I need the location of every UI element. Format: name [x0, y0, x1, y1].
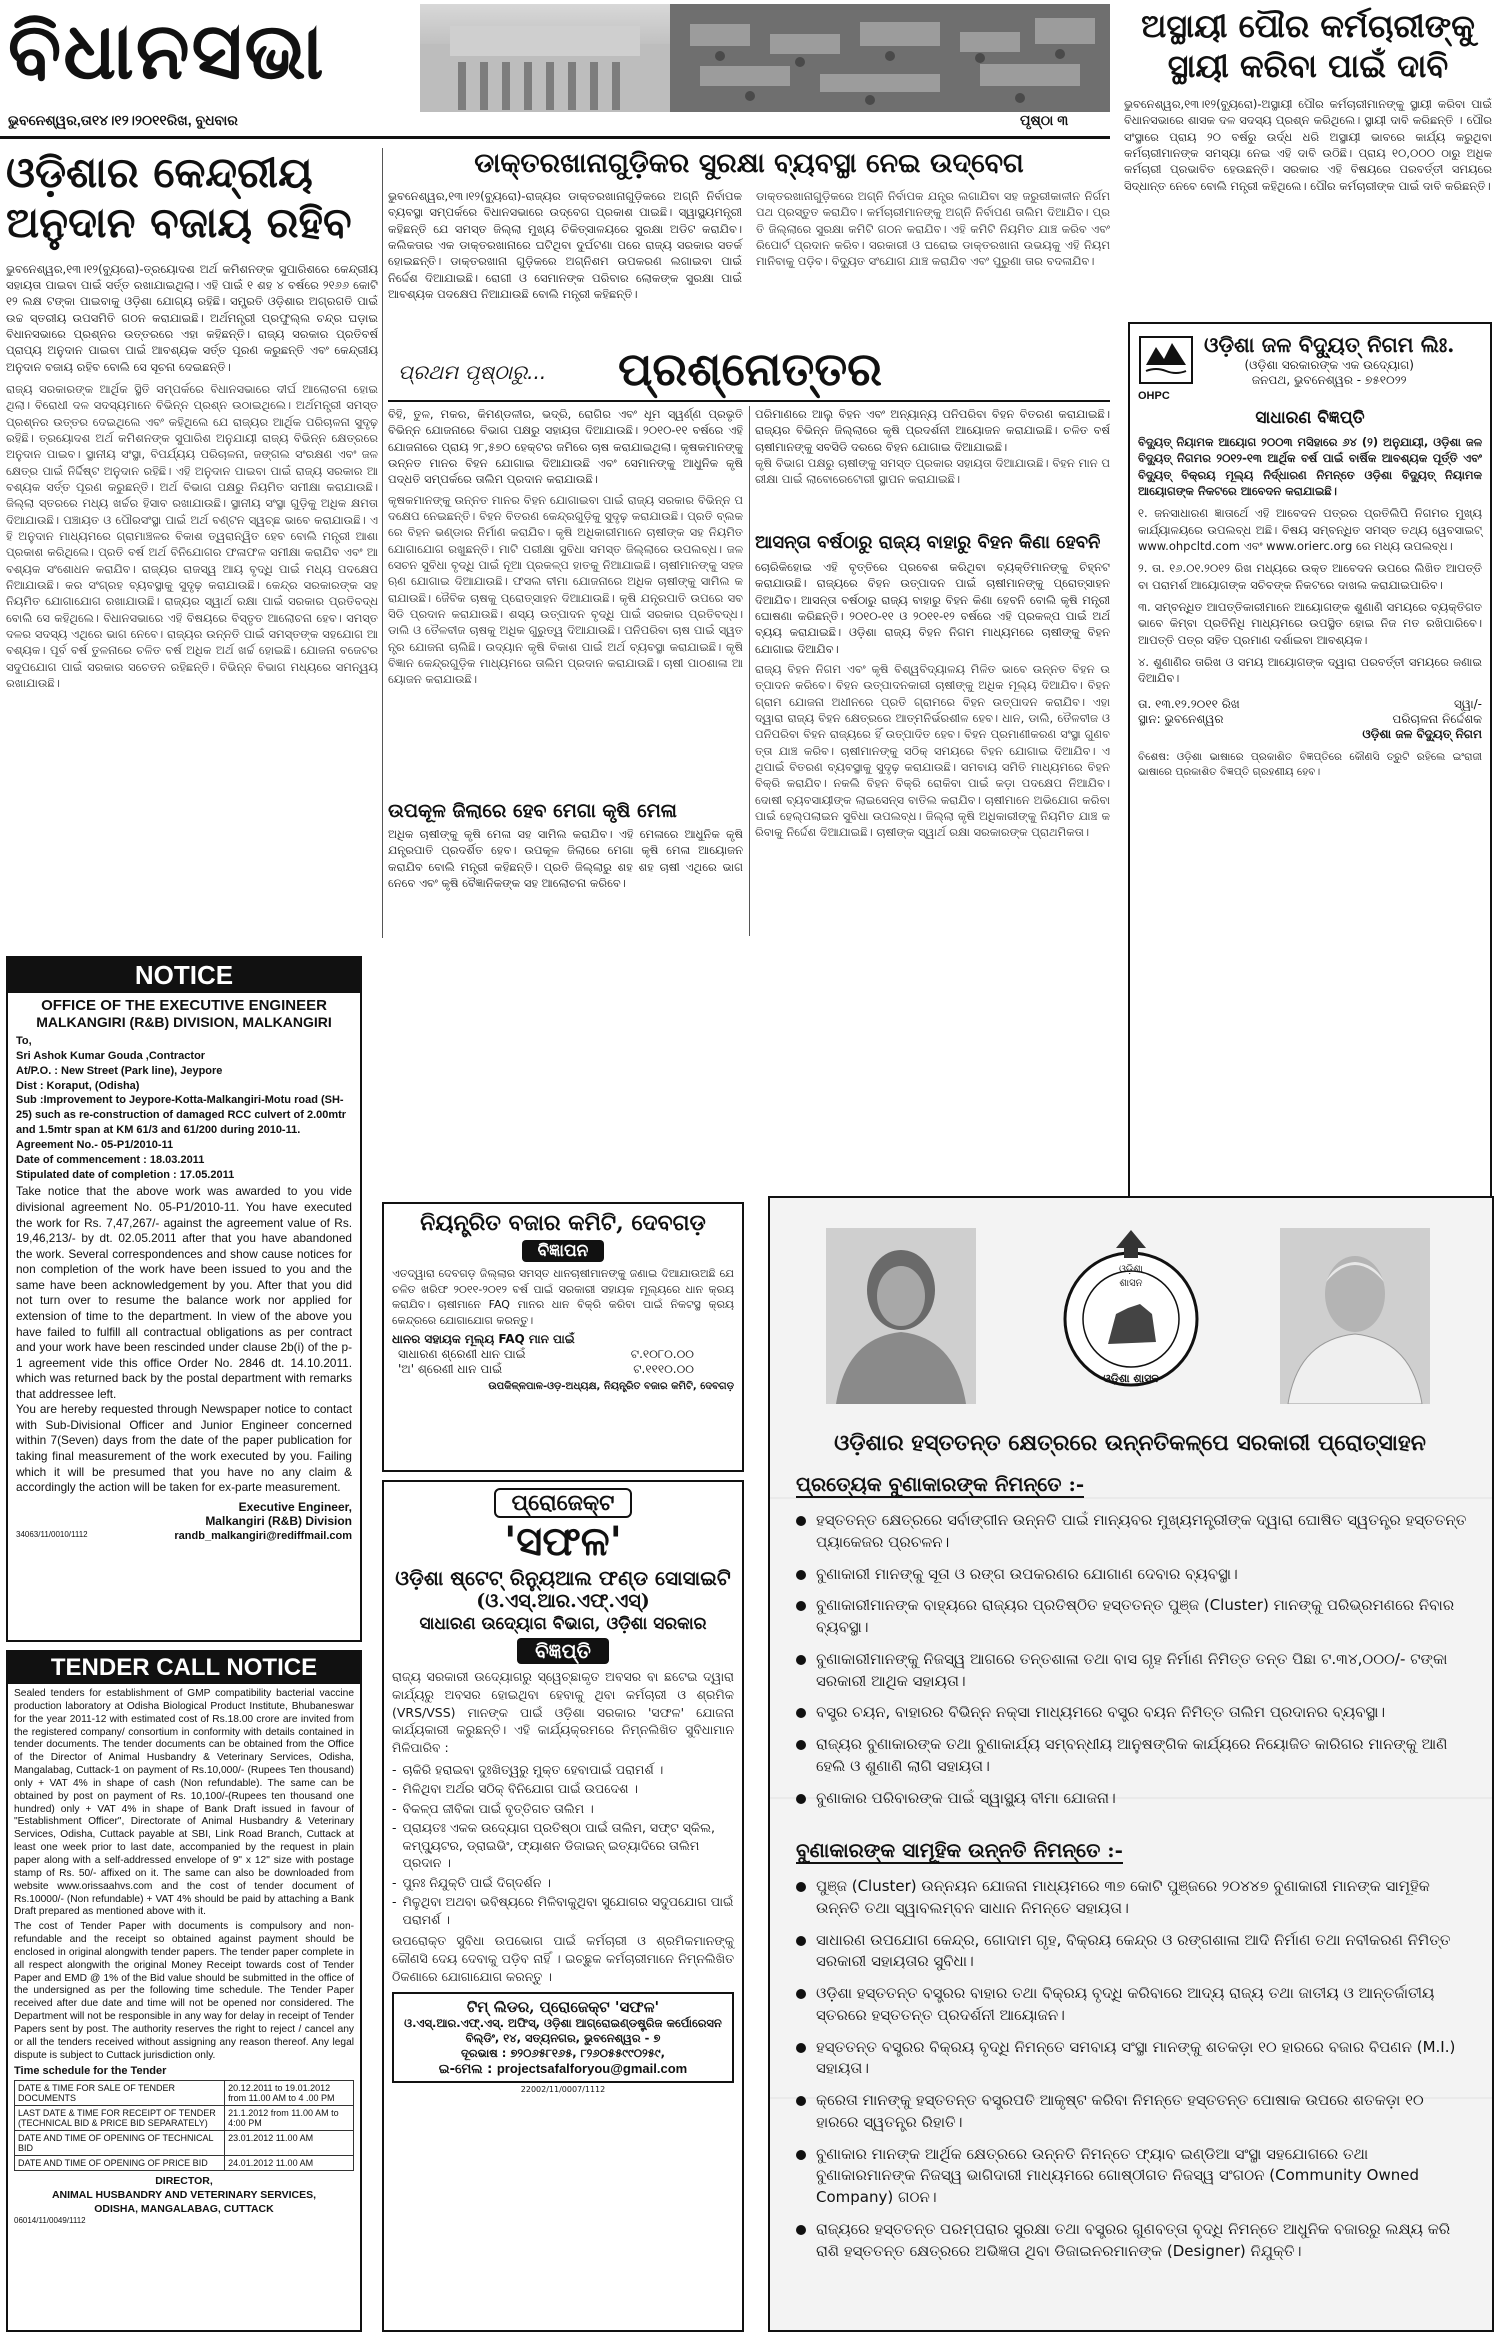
ohpc-date: ତା. ୧୩.୧୨.୨୦୧୧ ରିଖ — [1138, 696, 1240, 711]
seed-story — [755, 532, 1110, 937]
headline: ଡାକ୍ତରଖାନାଗୁଡ଼ିକର ସୁରକ୍ଷା ବ୍ୟବସ୍ଥା ନେଇ ଉଦ୍‌ବେଗ — [474, 148, 1024, 179]
bullet-text: ଓଡ଼ିଶା ହସ୍ତତନ୍ତ ବସ୍ତ୍ରର ବାହାର ତଥା ବିକ୍ରୟ ବୃଦ୍ଧି କରିବାରେ ଆଦ୍ୟ ରାଜ୍ୟ ତଥା ଜାତୀୟ ଓ ଆନ୍ତର୍ଜାତୀୟ ସ୍ତରରେ ହସ୍ତତନ୍ତ ପ୍ରଦର୍ଶନୀ ଆୟୋଜନ। — [816, 1984, 1435, 2024]
qa-kicker: ପ୍ରଥମ ପୃଷ୍ଠାରୁ... — [398, 360, 547, 384]
bullet-text: ବୁଣାକାର ପରିବାରଙ୍କ ପାଇଁ ସ୍ୱାସ୍ଥ୍ୟ ବୀମା ଯୋଜନା। — [816, 1788, 1116, 1807]
project-safal-ad — [382, 1480, 744, 2332]
list-item — [796, 1702, 1470, 1724]
qa-rule — [388, 400, 1110, 402]
list-item — [796, 2144, 1470, 2209]
safal-dept: ସାଧାରଣ ଉଦ୍ୟୋଗ ବିଭାଗ, ଓଡ଼ିଶା ସରକାର — [419, 1614, 707, 1634]
bullet-text: ବୁଣାକାରୀମାନଙ୍କ ବାହ୍ୟରେ ରାଜ୍ୟର ପ୍ରତିଷ୍ଠିତ ହସ୍ତତନ୍ତ ପୁଞ୍ଜ (Cluster) ମାନଙ୍କୁ ପରିଭ୍ରମଣରେ ନିବାର ବ୍ୟବସ୍ଥା। — [816, 1596, 1455, 1636]
table-row — [15, 2156, 354, 2171]
handloom-ad — [768, 1196, 1494, 2332]
price-grade: 'ଅ' ଶ୍ରେଣୀ ଧାନ ପାଇଁ — [398, 1362, 503, 1377]
list-item — [796, 1876, 1470, 1920]
article-body: ଭୁବନେଶ୍ୱର,୧୩।୧୨(ବ୍ୟୁରୋ)-ଅସ୍ଥାୟୀ ପୌର କର୍ମଚାରୀମାନଙ୍କୁ ସ୍ଥାୟୀ କରିବା ପାଇଁ ବିଧାନସଭାରେ ଶାସକ ଦଳ ସଦସ୍ୟ ପ୍ରଶ୍ନ କରିଥିଲେ। ସ୍ଥାୟୀ ଦାବି କରିଛନ୍ତି । ପୌର ସଂସ୍ଥାରେ ପ୍ରାୟ ୨୦ ବର୍ଷରୁ ଉର୍ଦ୍ଧ ଧରି ଅସ୍ଥାୟୀ ଭାବରେ କାର୍ଯ୍ୟ କରୁଥିବା କର୍ମଚାରୀମାନଙ୍କ ସମସ୍ୟା ନେଇ ଏହି ଦାବି ଉଠିଛି। ପ୍ରାୟ ୧୦,୦୦୦ ଠାରୁ ଅଧିକ କର୍ମଚାରୀ ପ୍ରଭାବିତ ହେଉଛନ୍ତି। ସରକାର ଏହି ବିଷୟରେ ପରବର୍ତ୍ତୀ ସମୟରେ ସିଦ୍ଧାନ୍ତ ନେବେ ବୋଲି ମନ୍ତ୍ରୀ କହିଥିଲେ। ପୌର କର୍ମଚାରୀଙ୍କ ପାଇଁ ଦାବି କରିଛନ୍ତି। — [1124, 97, 1492, 193]
bullet-text: ବୁଣାକାରୀମାନଙ୍କୁ ନିଜସ୍ୱ ଆଗରେ ତନ୍ତଶାଳା ତଥା ବାସ ଗୃହ ନିର୍ମାଣ ନିମିତ୍ତ ତନ୍ତ ପିଛା ଟ.୩୪,୦୦୦/- ଟଙ୍କା ସରକାରୀ ଆଥିକ ସହାୟତା। — [816, 1649, 1448, 1690]
bullet-text: କ୍ରେତା ମାନଙ୍କୁ ହସ୍ତତନ୍ତ ବସ୍ତ୍ରପତି ଆକୃଷ୍ଟ କରିବା ନିମନ୍ତେ ହସ୍ତତନ୍ତ ପୋଷାକ ଉପରେ ଶତକଡ଼ା ୧୦ ହାରରେ ସ୍ୱତନ୍ତ୍ର ରିହାତି। — [816, 2091, 1424, 2131]
handloom-section-1 — [796, 1472, 1470, 1819]
handloom-section-2 — [796, 1838, 1470, 2272]
article-body-continued: କୃଷକମାନଙ୍କୁ ଉନ୍ନତ ମାନର ବିହନ ଯୋଗାଇବା ପାଇଁ ରାଜ୍ୟ ସରକାର ବିଭିନ୍ନ ପଦକ୍ଷେପ ନେଇଛନ୍ତି। ବିହନ ବିତରଣ କେନ୍ଦ୍ରଗୁଡ଼ିକୁ ସୁଦୃଢ଼ କରାଯାଉଛି। ପ୍ରତି ବ୍ଲକରେ ବିହନ ଭଣ୍ଡାର ନିର୍ମାଣ କରାଯିବ। କୃଷି ଅଧିକାରୀମାନେ ଚାଷୀଙ୍କ ସହ ନିୟମିତ ଯୋଗାଯୋଗ ରଖୁଛନ୍ତି। ମାଟି ପରୀକ୍ଷା ସୁବିଧା ସମସ୍ତ ଜିଲ୍ଲାରେ ଉପଲବ୍ଧ। ଜଳସେଚନ ସୁବିଧା ବୃଦ୍ଧି ପାଇଁ ନୂଆ ପ୍ରକଳ୍ପ ହାତକୁ ନିଆଯାଇଛି। ଚାଷୀମାନଙ୍କୁ ସହଜ ଋଣ ଯୋଗାଇ ଦିଆଯାଉଛି। ଫସଲ ବୀମା ଯୋଜନାରେ ଅଧିକ ଚାଷୀଙ୍କୁ ସାମିଲ କରାଯାଉଛି। ଜୈବିକ ଚାଷକୁ ପ୍ରୋତ୍ସାହନ ଦିଆଯାଉଛି। କୃଷି ଯନ୍ତ୍ରପାତି ଉପରେ ସବସିଡି ପ୍ରଦାନ କରାଯାଉଛି। ଶସ୍ୟ ଉତ୍ପାଦନ ବୃଦ୍ଧି ପାଇଁ ସରକାର ପ୍ରତିବଦ୍ଧ। ଡାଲି ଓ ତୈଳବୀଜ ଚାଷକୁ ଅଧିକ ଗୁରୁତ୍ୱ ଦିଆଯାଉଛି। ପନିପରିବା ଚାଷ ପାଇଁ ସ୍ୱତନ୍ତ୍ର ଯୋଜନା ଚାଲିଛି। ଉଦ୍ୟାନ କୃଷି ବିକାଶ ପାଇଁ ଅର୍ଥ ବ୍ୟବସ୍ଥା କରାଯାଇଛି। କୃଷି ବିଜ୍ଞାନ କେନ୍ଦ୍ରଗୁଡ଼ିକ ମାଧ୍ୟମରେ ତାଲିମ ପ୍ରଦାନ କରାଯାଉଛି। ଚାଷୀ ପାଠଶାଳା ଆୟୋଜନ କରାଯାଉଛି। — [388, 492, 743, 687]
page-number: ପୃଷ୍ଠା ୩ — [1020, 112, 1069, 128]
ohpc-notice-title: ସାଧାରଣ ବିଜ୍ଞପ୍ତି — [1255, 408, 1365, 428]
market-footer: ଉପକିଳ୍ଳପାଳ-ଓଡ଼-ଅଧ୍ୟକ୍ଷ, ନିୟନ୍ତ୍ରିତ ବଜାର କମିଟି, ଦେବଗଡ଼ — [488, 1381, 734, 1393]
bullet-icon — [796, 2096, 806, 2106]
bullet-text: ବସ୍ତ୍ର ଚୟନ, ବାହାରର ବିଭିନ୍ନ ନକ୍ସା ମାଧ୍ୟମରେ ବସ୍ତ୍ର ବୟନ ନିମିତ୍ତ ତାଲିମ ପ୍ରଦାନର ବ୍ୟବସ୍ଥା। — [816, 1703, 1386, 1722]
article-body-continued: ରାଜ୍ୟ ସରକାରଙ୍କ ଆର୍ଥିକ ସ୍ଥିତି ସମ୍ପର୍କରେ ବିଧାନସଭାରେ ଦୀର୍ଘ ଆଲୋଚନା ହୋଇଥିଲା। ବିରୋଧୀ ଦଳ ସଦସ୍ୟମାନେ ବିଭିନ୍ନ ପ୍ରଶ୍ନ ଉଠାଇଥିଲେ। ଅର୍ଥମନ୍ତ୍ରୀ ସମସ୍ତ ପ୍ରଶ୍ନର ଉତ୍ତର ଦେଇଥିଲେ ଏବଂ କହିଥିଲେ ଯେ ରାଜ୍ୟର ଆର୍ଥିକ ପରିଚାଳନା ସୁଦୃଢ଼ ରହିଛି। ତ୍ରୟୋଦଶ ଅର୍ଥ କମିଶନଙ୍କ ସୁପାରିଶ ଅନୁଯାୟୀ ରାଜ୍ୟ ବିଭିନ୍ନ କ୍ଷେତ୍ରରେ ଅନୁଦାନ ପାଇବ। ସ୍ଥାନୀୟ ସଂସ୍ଥା, ବିପର୍ଯ୍ୟୟ ପରିଚାଳନା, ଜଙ୍ଗଲ ସଂରକ୍ଷଣ ଏବଂ ଜଳ କ୍ଷେତ୍ର ପାଇଁ ନିର୍ଦ୍ଦିଷ୍ଟ ଅନୁଦାନ ରହିଛି। ଏହି ଅନୁଦାନ ପାଇବା ପାଇଁ ରାଜ୍ୟ ସରକାର ଆବଶ୍ୟକ ସର୍ତ୍ତ ପୂରଣ କରୁଛନ୍ତି। ଅର୍ଥ ବିଭାଗ ପକ୍ଷରୁ ନିୟମିତ ସମୀକ୍ଷା କରାଯାଉଛି। ଜିଲ୍ଲା ସ୍ତରରେ ମଧ୍ୟ ଖର୍ଚ୍ଚର ହିସାବ ରଖାଯାଉଛି। ସ୍ଥାନୀୟ ସଂସ୍ଥା ଗୁଡ଼ିକୁ ଅଧିକ କ୍ଷମତା ଦିଆଯାଉଛି। ପଞ୍ଚାୟତ ଓ ପୌରସଂସ୍ଥା ପାଇଁ ଅର୍ଥ ବଣ୍ଟନ ସ୍ୱଚ୍ଛ ଭାବେ କରାଯାଉଛି। ଏହି ଅନୁଦାନ ମାଧ୍ୟମରେ ଗ୍ରାମାଞ୍ଚଳର ବିକାଶ ତ୍ୱରାନ୍ୱିତ ହେବ ବୋଲି ମନ୍ତ୍ରୀ ଆଶା ପ୍ରକାଶ କରିଥିଲେ। ପ୍ରତି ବର୍ଷ ଅର୍ଥ ବିନିଯୋଗର ଫଳାଫଳ ସମୀକ୍ଷା କରାଯିବ ଏବଂ ଆବଶ୍ୟକ ସଂଶୋଧନ କରାଯିବ। ରାଜ୍ୟର ରାଜସ୍ୱ ଆୟ ବୃଦ୍ଧି ପାଇଁ ମଧ୍ୟ ପଦକ୍ଷେପ ନିଆଯାଉଛି। କର ସଂଗ୍ରହ ବ୍ୟବସ୍ଥାକୁ ସୁଦୃଢ଼ କରାଯାଉଛି। କେନ୍ଦ୍ର ସରକାରଙ୍କ ସହ ନିୟମିତ ଯୋଗାଯୋଗ ରଖାଯାଉଛି। ରାଜ୍ୟର ସ୍ୱାର୍ଥ ରକ୍ଷା ପାଇଁ ସରକାର ପ୍ରତିବଦ୍ଧ ବୋଲି ସେ କହିଥିଲେ। ବିଧାନସଭାରେ ଏହି ବିଷୟରେ ବିସ୍ତୃତ ଆଲୋଚନା ହେବ। ସମସ୍ତ ଦଳର ସଦସ୍ୟ ଏଥିରେ ଭାଗ ନେବେ। ରାଜ୍ୟର ଉନ୍ନତି ପାଇଁ ସମସ୍ତଙ୍କ ସହଯୋଗ ଆବଶ୍ୟକ। ପୂର୍ବ ବର୍ଷ ତୁଳନାରେ ଚଳିତ ବର୍ଷ ଅଧିକ ଅର୍ଥ ଖର୍ଚ୍ଚ ହୋଇଛି। ଯୋଜନା ବଜେଟର ସଦୁପଯୋଗ ପାଇଁ ସରକାର ସଚେତନ ରହିଛନ୍ତି। ବିଭିନ୍ନ ବିଭାଗ ମଧ୍ୟରେ ସମନ୍ୱୟ ରଖାଯାଉଛି। — [6, 382, 378, 690]
list-item — [796, 1510, 1470, 1554]
ohpc-place: ସ୍ଥାନ: ଭୁବନେଶ୍ୱର — [1138, 711, 1224, 726]
headline: ଅନୁଦାନ ବଜାୟ ରହିବ — [6, 198, 352, 248]
list-item — [796, 1649, 1470, 1693]
bullet-text: ପୁଞ୍ଜ (Cluster) ଉନ୍ନୟନ ଯୋଜନା ମାଧ୍ୟମରେ ୩୭ କୋଟି ପୁଞ୍ଜରେ ୨୦୪୪୭ ବୁଣାକାରୀ ମାନଙ୍କ ସାମୂହିକ ଉନ୍ନତି ତଥା ସ୍ୱାବଲମ୍ବନ ସାଧାନ ନିମନ୍ତେ ସହାୟତା। — [816, 1877, 1430, 1917]
article-body-continued: ଡାକ୍ତରଖାନାଗୁଡ଼ିକରେ ଅଗ୍ନି ନିର୍ବାପକ ଯନ୍ତ୍ର ଲଗାଯିବା ସହ ଜରୁରୀକାଳୀନ ନିର୍ଗମ ପଥ ପ୍ରସ୍ତୁତ କରାଯିବ। କର୍ମଚାରୀମାନଙ୍କୁ ଅଗ୍ନି ନିର୍ବାପଣ ତାଲିମ ଦିଆଯିବ। ପ୍ରତି ଜିଲ୍ଲାରେ ସୁରକ୍ଷା କମିଟି ଗଠନ କରାଯିବ। ଏହି କମିଟି ନିୟମିତ ଯାଞ୍ଚ କରିବ ଏବଂ ରିପୋର୍ଟ ପ୍ରଦାନ କରିବ। ସରକାରୀ ଓ ଘରୋଇ ଡାକ୍ତରଖାନା ଉଭୟକୁ ଏହି ନିୟମ ମାନିବାକୁ ପଡ଼ିବ। ବିଦ୍ୟୁତ ସଂଯୋଗ ଯାଞ୍ଚ କରାଯିବ ଏବଂ ପୁରୁଣା ତାର ବଦଳାଯିବ। — [756, 189, 1110, 269]
list-item — [796, 1734, 1470, 1778]
benefit-text: ମିଳିଥିବା ଅର୍ଥର ସଠିକ୍ ବିନିଯୋଗ ପାଇଁ ଉପଦେଶ । — [402, 1781, 638, 1797]
notice-signatory: Executive Engineer, — [238, 1499, 352, 1514]
tender-body: The cost of Tender Paper with documents is compulsory and non-refundable and the receipt so obtained against payment should be enclosed in original alongwith tender papers. The tender paper complete in all respect alongwith the original Money Receipt towards cost of Tender Paper and EMD @ 1% of the Bid value should be submitted in the office of the undersigned as per the following time schedule. The Tender Paper received after due date and time will not be opened nor considered. The Department will not be responsible in any way for delay in receipt of Tender Papers sent by post. The authority reserves the right to reject / cancel any or all the tenders received without assigning any reason thereof. Any legal dispute is subject to Cuttack jurisdiction only. — [14, 1921, 354, 2061]
article-body: ଭୁବନେଶ୍ୱର,୧୩।୧୨(ବ୍ୟୁରୋ)-ତ୍ରୟୋଦଶ ଅର୍ଥ କମିଶନଙ୍କ ସୁପାରିଶରେ କେନ୍ଦ୍ରୀୟ ସହାୟତା ପାଇବା ପାଇଁ ସର୍ତ୍ତ ରଖାଯାଇଥିଲା। ଏହି ପାଇଁ ୧ ଶହ ୪ ବର୍ଷରେ ୨୧୬୬ କୋଟି ୧୨ ଲକ୍ଷ ଟଙ୍କା ପାଇବାକୁ ଓଡ଼ିଶା ଯୋଗ୍ୟ ରହିଛି। ସମ୍ପ୍ରତି ଓଡ଼ିଶାର ଅଗ୍ରଗତି ପାଇଁ ଉଚ୍ଚ ସ୍ତରୀୟ ଉପସମିତି ଗଠନ କରାଯାଇଛି। ଅର୍ଥମନ୍ତ୍ରୀ ପ୍ରଫୁଲ୍ଲ ଚନ୍ଦ୍ର ଘଡ଼ାଇ ବିଧାନସଭାରେ ପ୍ରଶ୍ନର ଉତ୍ତରରେ ଏହା କହିଛନ୍ତି। ରାଜ୍ୟ ସରକାର ପ୍ରତିବର୍ଷ ପ୍ରାପ୍ୟ ଅନୁଦାନ ପାଇବା ପାଇଁ ଆବଶ୍ୟକ ସର୍ତ୍ତ ପୂରଣ କରୁଛନ୍ତି ଏବଂ କେନ୍ଦ୍ରୀୟ ଅନୁଦାନ ବଜାୟ ରହିବ ବୋଲି ସେ ସୂଚନା ଦେଇଛନ୍ତି। — [6, 261, 378, 374]
lead-story — [6, 148, 378, 948]
bullet-text: ବୁଣାକାରୀ ମାନଙ୍କୁ ସୂତା ଓ ରଙ୍ଗ ଉପକରଣର ଯୋଗାଣ ଦେବାର ବ୍ୟବସ୍ଥା। — [816, 1564, 1238, 1583]
schedule-value: 23.01.2012 11.00 AM — [225, 2131, 354, 2156]
headline: ଓଡ଼ିଶାର କେନ୍ଦ୍ରୀୟ — [6, 148, 313, 197]
bullet-icon — [796, 2150, 806, 2160]
list-item — [796, 2219, 1470, 2263]
bullet-text: ରାଜ୍ୟର ବୁଣାକାରଙ୍କ ତଥା ବୁଣାକାର୍ଯ୍ୟ ସମ୍ବନ୍ଧୀୟ ଆନୁଷଙ୍ଗିକ କାର୍ଯ୍ୟରେ ନିୟୋଜିତ କାରିଗର ମାନଙ୍କୁ ଆଣି ହେଲି ଓ ଶୁଣାଣି ଲାଗି ସହାୟତା। — [816, 1735, 1448, 1775]
notice-heading: NOTICE — [8, 958, 360, 993]
list-item — [392, 1800, 734, 1818]
section-title: ପ୍ରତ୍ୟେକ ବୁଣାକାରଙ୍କ ନିମନ୍ତେ :- — [796, 1472, 1085, 1496]
safal-org: (ଓ.ଏସ୍.ଆର.ଏଫ୍.ଏସ୍) — [476, 1590, 650, 1612]
bullet-text: ବୁଣାକାର ମାନଙ୍କ ଆର୍ଥିକ କ୍ଷେତ୍ରରେ ଉନ୍ନତି ନିମନ୍ତେ ଫ୍ୟାବ ଇଣ୍ଡିଆ ସଂସ୍ଥା ସହଯୋଗରେ ତଥା ବୁଣାକାରମାନଙ୍କ ନିଜସ୍ୱ ଭାଗିଦାରୀ ମାଧ୍ୟମରେ ଗୋଷ୍ଠୀଗତ ନିଜସ୍ୱ ସଂଗଠନ (Community Owned Company) ଗଠନ। — [816, 2144, 1420, 2206]
assembly-photo — [420, 4, 1110, 112]
schedule-label: DATE AND TIME OF OPENING OF TECHNICAL BID — [15, 2131, 225, 2156]
tender-signatory: ODISHA, MANGALABAG, CUTTACK — [94, 2202, 274, 2215]
safal-benefits — [392, 1761, 734, 1929]
notice-address: Dist : Koraput, (Odisha) — [16, 1079, 140, 1092]
benefit-text: ଚାକିରି ହରାଇବା ଦୁଃଖିତ୍ୱରୁ ମୁକ୍ତ ହେବାପାଇଁ ପରାମର୍ଶ । — [402, 1761, 664, 1777]
tender-ref: 06014/11/0049/1112 — [14, 2216, 86, 2226]
tender-notice — [6, 1650, 362, 2332]
top-right-story — [1124, 6, 1492, 306]
market-price-title: ଧାନର ସହାୟକ ମୂଲ୍ୟ FAQ ମାନ ପାଇଁ — [392, 1332, 575, 1347]
dash-icon: - — [392, 1820, 397, 1836]
table-row — [15, 2081, 354, 2106]
tender-schedule-title: Time schedule for the Tender — [14, 2065, 167, 2078]
bullet-text: ହସ୍ତତନ୍ତ ବସ୍ତ୍ରର ବିକ୍ରୟ ବୃଦ୍ଧି ନିମନ୍ତେ ସମବାୟ ସଂସ୍ଥା ମାନଙ୍କୁ ଶତକଡ଼ା ୧୦ ହାରରେ ବଜାର ବିପଣନ (M.I.) ସହାୟତା। — [816, 2037, 1456, 2078]
notice-completion: Stipulated date of completion : 17.05.2011 — [16, 1168, 235, 1181]
list-item — [796, 1564, 1470, 1586]
ohpc-sign: ପରିଚାଳନା ନିର୍ଦ୍ଦେଶକ — [1392, 711, 1482, 726]
bullet-icon — [796, 2225, 806, 2235]
article-body: ବିହି, ତୁଳ, ମକର, କିମଣ୍ଡଳୀର, ଭଦ୍ରି, ରୋଗିର ଏବଂ ଧୂମ ସ୍ୱର୍ଣ୍ଣ ପ୍ରଭୃତି ବିଭିନ୍ନ ଯୋଜନାରେ ବିଭାଗ ପକ୍ଷରୁ ସହାୟତା ଦିଆଯାଉଛି। ୨୦୧୦-୧୧ ବର୍ଷରେ ଏହି ଯୋଜନାରେ ପ୍ରାୟ ୨୮,୫୭୦ ହେକ୍ଟର ଜମିରେ ଚାଷ କରାଯାଇଥିଲା। କୃଷକମାନଙ୍କୁ ଉନ୍ନତ ମାନର ବିହନ ଯୋଗାଇ ଦିଆଯାଉଛି ଏବଂ ସେମାନଙ୍କୁ ଆଧୁନିକ କୃଷି ପଦ୍ଧତି ସମ୍ପର୍କରେ ତାଲିମ ପ୍ରଦାନ କରାଯାଉଛି। — [388, 407, 743, 487]
qa-header — [388, 342, 1110, 398]
bullet-icon — [796, 1570, 806, 1580]
safal-team: ଟିମ୍ ଲିଡର, ପ୍ରୋଜେକ୍ଟ 'ସଫଳ' — [466, 1997, 660, 2016]
list-item — [796, 2090, 1470, 2134]
ohpc-logo-text: OHPC — [1138, 390, 1170, 402]
masthead-title: ବିଧାନସଭା — [8, 6, 326, 97]
price-value: ଟ.୧୦୮୦.୦୦ — [630, 1347, 694, 1362]
price-row — [392, 1347, 734, 1362]
price-row — [392, 1362, 734, 1377]
column-rule — [749, 406, 750, 936]
notice-agreement: Agreement No.- 05-P1/2010-11 — [16, 1138, 174, 1151]
notice-ref: 34063/11/0010/1112 — [16, 1529, 88, 1539]
list-item — [796, 1595, 1470, 1639]
ohpc-item: ୧. ଜନସାଧାରଣ ଜ୍ଞାତାର୍ଥେ ଏହି ଆବେଦନ ପତ୍ରର ପ୍ରତିଲିପି ନିଗମର ମୁଖ୍ୟ କାର୍ଯ୍ୟାଳୟରେ ଉପଲବ୍ଧ ଅଛି। ବିଷୟ ସମ୍ବନ୍ଧିତ ସମସ୍ତ ତଥ୍ୟ ୱେବସାଇଟ୍ www.ohpcltd.com ଏବଂ www.orierc.org ରେ ମଧ୍ୟ ଉପଲବ୍ଧ। — [1138, 506, 1482, 553]
article-body-continued: କୃଷି ବିଭାଗ ପକ୍ଷରୁ ଚାଷୀଙ୍କୁ ସମସ୍ତ ପ୍ରକାର ସହାୟତା ଦିଆଯାଉଛି। ବିହନ ମାନ ପରୀକ୍ଷା ପାଇଁ ଲାବୋରେଟୋରୀ ସ୍ଥାପନ କରାଯାଇଛି। — [755, 455, 1110, 487]
ohpc-subtitle: (ଓଡ଼ିଶା ସରକାରଙ୍କ ଏକ ଉଦ୍ୟୋଗ) — [1244, 358, 1414, 372]
ohpc-logo-icon — [1138, 335, 1194, 385]
qa-body-right — [755, 406, 1110, 530]
bullet-icon — [796, 1794, 806, 1804]
emblem-text-mid: ଶାସନ — [1119, 1278, 1143, 1289]
benefit-text: ବିକଳ୍ପ ଜୀବିକା ପାଇଁ ବୃତ୍ତିଗତ ତାଲିମ । — [402, 1800, 594, 1816]
list-item — [796, 1930, 1470, 1974]
handloom-headline: ଓଡ଼ିଶାର ହସ୍ତତନ୍ତ କ୍ଷେତ୍ରରେ ଉନ୍ନତିକଳ୍ପେ ସରକାରୀ ପ୍ରୋତ୍ସାହନ — [834, 1430, 1426, 1456]
bullet-icon — [796, 1601, 806, 1611]
benefit-text: ପୁନଃ ନିଯୁକ୍ତି ପାଇଁ ଦିଗ୍‌ଦର୍ଶନ । — [402, 1874, 552, 1890]
bullet-icon — [796, 1655, 806, 1665]
section-title: ବୁଣାକାରଙ୍କ ସାମୂହିକ ଉନ୍ନତି ନିମନ୍ତେ :- — [796, 1838, 1123, 1862]
list-item — [796, 1788, 1470, 1810]
market-body: ଏତଦ୍ୱାରା ଦେବଗଡ଼ ଜିଲ୍ଲାର ସମସ୍ତ ଧାନଚାଷୀମାନଙ୍କୁ ଜଣାଇ ଦିଆଯାଉଅଛି ଯେ ଚଳିତ ଖରିଫ ୨୦୧୧-୨୦୧୨ ବର୍ଷ ପାଇଁ ସରକାରୀ ସହାୟକ ମୂଲ୍ୟରେ ଧାନ କ୍ରୟ କରାଯିବ। ଚାଷୀମାନେ FAQ ମାନର ଧାନ ବିକ୍ରି କରିବା ପାଇଁ ନିକଟସ୍ଥ କ୍ରୟ କେନ୍ଦ୍ରରେ ଯୋଗାଯୋଗ କରନ୍ତୁ। — [392, 1267, 734, 1327]
dash-icon: - — [392, 1874, 397, 1890]
ohpc-notice — [1128, 322, 1492, 1202]
ohpc-name: ଓଡ଼ିଶା ଜଳ ବିଦ୍ୟୁତ୍ ନିଗମ ଲିଃ. — [1204, 332, 1455, 357]
headline: ଆସନ୍ତା ବର୍ଷଠାରୁ ରାଜ୍ୟ ବାହାରୁ ବିହନ କିଣା ହେବନି — [755, 532, 1101, 553]
article-body-continued: ରାଜ୍ୟ ବିହନ ନିଗମ ଏବଂ କୃଷି ବିଶ୍ୱବିଦ୍ୟାଳୟ ମିଳିତ ଭାବେ ଉନ୍ନତ ବିହନ ଉତ୍ପାଦନ କରିବେ। ବିହନ ଉତ୍ପାଦନକାରୀ ଚାଷୀଙ୍କୁ ଅଧିକ ମୂଲ୍ୟ ଦିଆଯିବ। ବିହନ ଗ୍ରାମ ଯୋଜନା ଅଧୀନରେ ପ୍ରତି ଗ୍ରାମରେ ବିହନ ଉତ୍ପାଦନ କରାଯିବ। ଏହା ଦ୍ୱାରା ରାଜ୍ୟ ବିହନ କ୍ଷେତ୍ରରେ ଆତ୍ମନିର୍ଭରଶୀଳ ହେବ। ଧାନ, ଡାଲି, ତୈଳବୀଜ ଓ ପନିପରିବା ବିହନ ରାଜ୍ୟରେ ହିଁ ଉତ୍ପାଦିତ ହେବ। ବିହନ ପ୍ରମାଣୀକରଣ ସଂସ୍ଥା ଗୁଣବତ୍ତା ଯାଞ୍ଚ କରିବ। ଚାଷୀମାନଙ୍କୁ ସଠିକ୍ ସମୟରେ ବିହନ ଯୋଗାଇ ଦିଆଯିବ। ଏଥିପାଇଁ ବିତରଣ ବ୍ୟବସ୍ଥାକୁ ସୁଦୃଢ଼ କରାଯାଉଛି। ସମବାୟ ସମିତି ମାଧ୍ୟମରେ ବିହନ ବିକ୍ରି କରାଯିବ। ନକଲି ବିହନ ବିକ୍ରି ରୋକିବା ପାଇଁ କଡ଼ା ପଦକ୍ଷେପ ନିଆଯିବ। ଦୋଷୀ ବ୍ୟବସାୟୀଙ୍କ ଲାଇସେନ୍ସ ବାତିଲ କରାଯିବ। ଚାଷୀମାନେ ଅଭିଯୋଗ କରିବା ପାଇଁ ହେଲ୍ପଲାଇନ ସୁବିଧା ଉପଲବ୍ଧ। ଜିଲ୍ଲା କୃଷି ଅଧିକାରୀଙ୍କୁ ନିୟମିତ ଯାଞ୍ଚ କରିବାକୁ ନିର୍ଦ୍ଦେଶ ଦିଆଯାଇଛି। ଚାଷୀଙ୍କ ସ୍ୱାର୍ଥ ରକ୍ଷା ସରକାରଙ୍କ ପ୍ରାଥମିକତା। — [755, 661, 1110, 840]
table-row — [15, 2106, 354, 2131]
safal-title: 'ସଫଳ' — [504, 1518, 622, 1565]
notice-address: At/P.O. : New Street (Park line), Jeypore — [16, 1064, 223, 1077]
bullet-text: ରାଜ୍ୟରେ ହସ୍ତତନ୍ତ ପରମ୍ପରାର ସୁରକ୍ଷା ତଥା ବସ୍ତ୍ରର ଗୁଣବତ୍ତା ବୃଦ୍ଧି ନିମନ୍ତେ ଆଧୁନିକ ବଜାରରୁ ଲକ୍ଷ୍ୟ କରି ରାଶି ହସ୍ତତନ୍ତ କ୍ଷେତ୍ରରେ ଅଭିଜ୍ଞତା ଥିବା ଡିଜାଇନରମାନଙ୍କ (Designer) ନିଯୁକ୍ତି। — [816, 2219, 1451, 2260]
schedule-value: 20.12.2011 to 19.01.2012 from 11.00 AM to 4 .00 PM — [225, 2081, 354, 2106]
safal-email: projectsafalforyou@gmail.com — [496, 2060, 688, 2076]
article-body: ଭୁବନେଶ୍ୱର,୧୩।୧୨(ବ୍ୟୁରୋ)-ରାଜ୍ୟର ଡାକ୍ତରଖାନାଗୁଡ଼ିକରେ ଅଗ୍ନି ନିର୍ବାପକ ବ୍ୟବସ୍ଥା ସମ୍ପର୍କରେ ବିଧାନସଭାରେ ଉଦ୍‌ବେଗ ପ୍ରକାଶ ପାଇଛି। ସ୍ୱାସ୍ଥ୍ୟମନ୍ତ୍ରୀ କହିଛନ୍ତି ଯେ ସମସ୍ତ ଜିଲ୍ଲା ମୁଖ୍ୟ ଚିକିତ୍ସାଳୟରେ ସୁରକ୍ଷା ଅଡିଟ କରାଯିବ। କଲିକତାର ଏକ ଡାକ୍ତରଖାନାରେ ଘଟିଥିବା ଦୁର୍ଘଟଣା ପରେ ରାଜ୍ୟ ସରକାର ସତର୍କ ହୋଇଛନ୍ତି। ଡାକ୍ତରଖାନା ଗୁଡ଼ିକରେ ଅଗ୍ନିଶମ ଉପକରଣ ଲଗାଇବା ପାଇଁ ନିର୍ଦ୍ଦେଶ ଦିଆଯାଇଛି। ରୋଗୀ ଓ ସେମାନଙ୍କ ପରିବାର ଲୋକଙ୍କ ସୁରକ୍ଷା ପାଇଁ ଆବଶ୍ୟକ ପଦକ୍ଷେପ ନିଆଯାଉଛି ବୋଲି ମନ୍ତ୍ରୀ କହିଛନ୍ତି। — [388, 189, 742, 301]
schedule-value: 21.1.2012 from 11.00 AM to 4:00 PM — [225, 2106, 354, 2131]
ohpc-footnote: ବିଶେଷ: ଓଡ଼ିଶା ଭାଷାରେ ପ୍ରକାଶିତ ବିଜ୍ଞପ୍ତିରେ କୌଣସି ତ୍ରୁଟି ରହିଲେ ଇଂରାଜୀ ଭାଷାରେ ପ୍ରକାଶିତ ବିଜ୍ଞପ୍ତି ଗ୍ରହଣୀୟ ହେବ। — [1138, 750, 1482, 778]
safal-project-label: ପ୍ରୋଜେକ୍ଟ — [494, 1488, 633, 1518]
list-item — [796, 1983, 1470, 2027]
market-committee-ad — [382, 1202, 744, 1472]
notice-office: MALKANGIRI (R&B) DIVISION, MALKANGIRI — [36, 1014, 332, 1030]
safal-org: ଓଡ଼ିଶା ଷ୍ଟେଟ୍ ରିନ୍ୟୁଆଲ ଫଣ୍ଡ ସୋସାଇଟି — [395, 1566, 731, 1590]
notice-signatory: Malkangiri (R&B) Division — [205, 1513, 352, 1528]
tender-body: Sealed tenders for establishment of GMP compatibility bacterial vaccine production laboratory at Odisha Biological Product Institute, Bhubaneswar for the year 2011-12 with estimated cost of Rs.18.00 crore are invited from the registered company/ consortium in conformity with details contained in tender documents. The tender documents can be obtained from the Office of the Director of Animal Husbandry & Veterinary Services, Odisha, Mangalabag, Cuttack-1 on payment of Rs.10,000/- (Rupees Ten thousand) only + VAT 4% in shape of cash (Non refundable). The same can be obtained by post on payment of Rs. 10,100/-(Rupees ten thousand one hundred) only + VAT 4% in shape of Bank Draft issued in favour of "Establishment Officer", Directorate of Animal Husbandry & Veterinary Services, Odisha, Cuttack payable at SBI, Link Road Branch, Cuttack at least one week prior to last date, accompanied by the request in plain paper along with a self-addressed envelope of 9" x 12" size with postage stamp of Rs. 50/- affixed on it. The same can also be downloaded from website www.orissaahvs.com and the cost of tender document of Rs.10000/- (Non refundable) + VAT 4% should be paid by attaching a Bank Draft prepared as mentioned above with it. — [14, 1688, 354, 1918]
hospital-story — [388, 148, 1110, 338]
qa-title: ପ୍ରଶ୍ନୋତ୍ତର — [618, 342, 882, 396]
notice-commencement: Date of commencement : 18.03.2011 — [16, 1153, 205, 1166]
state-emblem-icon — [1056, 1224, 1206, 1404]
market-price-list — [392, 1347, 734, 1377]
notice-addressee: Sri Ashok Kumar Gouda ,Contractor — [16, 1049, 206, 1062]
emblem-text-top: ଓଡ଼ିଶା — [1118, 1264, 1144, 1275]
bullet-icon — [796, 1740, 806, 1750]
article-body: ଅଧିକ ଚାଷୀଙ୍କୁ କୃଷି ମେଳା ସହ ସାମିଲ କରାଯିବ। ଏହି ମେଳାରେ ଆଧୁନିକ କୃଷି ଯନ୍ତ୍ରପାତି ପ୍ରଦର୍ଶିତ ହେବ। ଉପକୂଳ ଜିଲାରେ ମେଗା କୃଷି ମେଳା ଆୟୋଜନ କରାଯିବ ବୋଲି ମନ୍ତ୍ରୀ କହିଛନ୍ତି। ପ୍ରତି ଜିଲ୍ଲାରୁ ଶହ ଶହ ଚାଷୀ ଏଥିରେ ଭାଗ ନେବେ ଏବଂ କୃଷି ବୈଜ୍ଞାନିକଙ୍କ ସହ ଆଲୋଚନା କରିବେ। — [388, 827, 743, 890]
ee-notice — [6, 956, 362, 1642]
ohpc-item: ୩. ସମ୍ବନ୍ଧିତ ଆପତ୍ତିକାରୀମାନେ ଆୟୋଗଙ୍କ ଶୁଣାଣି ସମୟରେ ବ୍ୟକ୍ତିଗତ ଭାବେ କିମ୍ବା ପ୍ରତିନିଧି ମାଧ୍ୟମରେ ଉପସ୍ଥିତ ହୋଇ ନିଜ ମତ ରଖିପାରିବେ। ଆପତ୍ତି ପତ୍ର ସହିତ ପ୍ରମାଣ ଦର୍ଶାଇବା ଆବଶ୍ୟକ। — [1138, 599, 1482, 647]
tender-signatory: DIRECTOR, — [155, 2175, 213, 2188]
notice-body: Take notice that the above work was awarded to you vide divisional agreement No. 05-P1/2010-11. You have executed the work for Rs. 7,47,267/- against the agreement value of Rs. 19,46,213/- by dt. 02.05.2011 after that you have abandoned the work. Several correspondences and show cause notices for non completion of the work have been issued to you and the same have been acknowledgement by you. After that you did not turn over to resume the balance work nor applied for extension of time to the department. In view of the above you have failed to fulfill all contractual obligations as per contract and your work have been rescinded under clause 2b(i) of the p-1 agreement vide this office Order No. 2846 dt. 14.10.2011. which was returned back by the postal department with remarks that addressee left. — [16, 1184, 352, 1401]
benefit-text: ମିଳୁଥିବା ଅଥବା ଭବିଷ୍ୟରେ ମିଳିବାକୁଥିବା ସୁଯୋଗର ସଦୁପଯୋଗ ପାଇଁ ପରାମର୍ଶ । — [402, 1894, 734, 1927]
bullet-icon — [796, 1989, 806, 1999]
dash-icon: - — [392, 1781, 397, 1797]
ohpc-item: ୪. ଶୁଣାଣିର ତାରିଖ ଓ ସମୟ ଆୟୋଗଙ୍କ ଦ୍ୱାରା ପରବର୍ତ୍ତୀ ସମୟରେ ଜଣାଇ ଦିଆଯିବ। — [1138, 654, 1482, 686]
notice-office: OFFICE OF THE EXECUTIVE ENGINEER — [41, 997, 327, 1014]
safal-address: ଓ.ଏସ୍.ଆର.ଏଫ୍.ଏସ୍. ଅଫିସ୍, ଓଡ଼ିଶା ଆଗ୍ରୋଇଣ୍ଡଷ୍ଟ୍ରିଜ କର୍ପୋରେସନ ବିଲ୍ଡିଂ, ୧୪, ସତ୍ୟନଗର, ଭୁବନେଶ୍ୱର - ୭ — [404, 2015, 722, 2045]
ohpc-sign: ସ୍ୱା/- — [1454, 696, 1482, 711]
ohpc-sign: ଓଡ଼ିଶା ଜଳ ବିଦ୍ୟୁତ୍ ନିଗମ — [1362, 726, 1482, 741]
dash-icon: - — [392, 1894, 397, 1910]
schedule-label: LAST DATE & TIME FOR RECEIPT OF TENDER (TECHNICAL BID & PRICE BID SEPARATELY) — [15, 2106, 225, 2131]
headline: ଅସ୍ଥାୟୀ ପୌର କର୍ମଚାରୀଙ୍କୁ — [1141, 7, 1475, 45]
portrait-photo-right — [1280, 1228, 1430, 1404]
safal-ref: 22002/11/0007/1112 — [520, 2084, 606, 2094]
list-item — [392, 1761, 734, 1779]
safal-label: ବିଜ୍ଞପ୍ତି — [517, 1638, 609, 1664]
notice-email: randb_malkangiri@rediffmail.com — [174, 1529, 352, 1542]
table-row — [15, 2131, 354, 2156]
column-rule — [382, 148, 383, 938]
bullet-icon — [796, 1516, 806, 1526]
article-body: ପରିମାଣରେ ଆଲୁ ବିହନ ଏବଂ ଅନ୍ୟାନ୍ୟ ପନିପରିବା ବିହନ ବିତରଣ କରାଯାଇଛି। ରାଜ୍ୟର ବିଭିନ୍ନ ଜିଲ୍ଲାରେ କୃଷି ପ୍ରଦର୍ଶନୀ ଆୟୋଜନ କରାଯାଇଛି। ଚଳିତ ବର୍ଷ ଚାଷୀମାନଙ୍କୁ ସବସିଡି ଦରରେ ବିହନ ଯୋଗାଇ ଦିଆଯାଇଛି। — [755, 407, 1110, 454]
notice-body: You are hereby requested through Newspaper notice to contact with Sub-Divisional Officer and Junior Engineer concerned within 7(Seven) days from the date of the paper publication for taking final measurement of the work executed by you. Failing which it will be presumed that you have no any claim & accordingly the action will be taken for ex-parte measurement. — [16, 1402, 352, 1495]
tender-schedule-table — [14, 2080, 354, 2171]
headline: ଉପକୂଳ ଜିଲାରେ ହେବ ମେଗା କୃଷି ମେଳା — [388, 800, 677, 822]
bullet-text: ହସ୍ତତନ୍ତ କ୍ଷେତ୍ରରେ ସର୍ବାଙ୍ଗୀନ ଉନ୍ନତି ପାଇଁ ମାନ୍ୟବର ମୁଖ୍ୟମନ୍ତ୍ରୀଙ୍କ ଦ୍ୱାରା ଘୋଷିତ ସ୍ୱତନ୍ତ୍ର ହସ୍ତତନ୍ତ ପ୍ୟାକେଜର ପ୍ରଚଳନ। — [816, 1511, 1467, 1551]
bullet-icon — [796, 1708, 806, 1718]
price-grade: ସାଧାରଣ ଶ୍ରେଣୀ ଧାନ ପାଇଁ — [398, 1347, 526, 1362]
safal-email-label: ଇ-ମେଲ : — [438, 2061, 493, 2077]
benefit-text: ପ୍ରାୟତଃ ଏକକ ଉଦ୍ୟୋଗ ପ୍ରତିଷ୍ଠା ପାଇଁ ତାଲିମ, ସଫ୍ଟ ସ୍କିଲ, କମ୍ପ୍ୟୁଟର, ଡ୍ରାଇଭିଂ, ଫ୍ୟାଶନ ଡିଜାଇନ୍ ଇତ୍ୟାଦିରେ ତାଲିମ ପ୍ରଦାନ । — [402, 1820, 715, 1871]
safal-closing: ଉପରୋକ୍ତ ସୁବିଧା ଉପଭୋଗ ପାଇଁ କର୍ମଚାରୀ ଓ ଶ୍ରମିକମାନଙ୍କୁ କୌଣସି ଦେୟ ଦେବାକୁ ପଡ଼ିବ ନାହିଁ । ଇଚ୍ଛୁକ କର୍ମଚାରୀମାନେ ନିମ୍ନଲିଖିତ ଠିକଣାରେ ଯୋଗାଯୋଗ କରନ୍ତୁ । — [392, 1933, 734, 1984]
market-title: ନିୟନ୍ତ୍ରିତ ବଜାର କମିଟି, ଦେବଗଡ଼ — [420, 1210, 706, 1236]
schedule-value: 24.01.2012 11.00 AM — [225, 2156, 354, 2171]
ohpc-item: ୨. ତା. ୧୬.୦୧.୨୦୧୨ ରିଖ ମଧ୍ୟରେ ଉକ୍ତ ଆବେଦନ ଉପରେ ଲିଖିତ ଆପତ୍ତି ବା ପରାମର୍ଶ ଆୟୋଗଙ୍କ ସଚିବଙ୍କ ନିକଟରେ ଦାଖଲ କରାଯାଇପାରିବ। — [1138, 561, 1482, 592]
fair-story — [388, 800, 743, 940]
dateline: ଭୁବନେଶ୍ୱର,ତା୧୪।୧୨।୨୦୧୧ରିଖ, ବୁଧବାର — [8, 112, 238, 128]
list-item — [392, 1780, 734, 1798]
bullet-icon — [796, 2043, 806, 2053]
list-item — [796, 2037, 1470, 2081]
bullet-text: ସାଧାରଣ ଉପଯୋଗ କେନ୍ଦ୍ର, ଗୋଦାମ ଗୃହ, ବିକ୍ରୟ କେନ୍ଦ୍ର ଓ ରଙ୍ଗଶାଳା ଆଦି ନିର୍ମାଣ ତଥା ନବୀକରଣ ନିମିତ୍ତ ସରକାରୀ ସହାୟତାର ସୁବିଧା। — [816, 1930, 1451, 1971]
tender-heading: TENDER CALL NOTICE — [8, 1652, 360, 1684]
notice-subject: Sub :Improvement to Jeypore-Kotta-Malkangiri-Motu road (SH-25) such as re-construction of damaged RCC culvert of 2.00mtr and 1.5mtr span at KM 61/3 and 61/200 during 2010-11. — [16, 1094, 347, 1137]
ohpc-intro: ବିଦ୍ୟୁତ୍ ନିୟାମକ ଆୟୋଗ ୨୦୦୩ ମସିହାରେ ୬୪ (୨) ଅନୁଯାୟୀ, ଓଡ଼ିଶା ଜଳ ବିଦ୍ୟୁତ୍ ନିଗମର ୨୦୧୨-୧୩ ଆର୍ଥିକ ବର୍ଷ ପାଇଁ ବାର୍ଷିକ ଆବଶ୍ୟକ ପୂର୍ତ୍ତି ଏବଂ ବିଦ୍ୟୁତ୍ ବିକ୍ରୟ ମୂଲ୍ୟ ନିର୍ଦ୍ଧାରଣ ନିମନ୍ତେ ଓଡ଼ିଶା ବିଦ୍ୟୁତ୍ ନିୟାମକ ଆୟୋଗଙ୍କ ନିକଟରେ ଆବେଦନ କରାଯାଇଛି। — [1138, 435, 1482, 498]
masthead-rule — [0, 136, 1110, 139]
emblem-text-bottom: ଓଡ଼ିଶା ଶାସନ — [1103, 1372, 1159, 1385]
list-item — [392, 1874, 734, 1892]
bullet-icon — [796, 1936, 806, 1946]
bullet-icon — [796, 1882, 806, 1892]
schedule-label: DATE AND TIME OF OPENING OF PRICE BID — [15, 2156, 225, 2171]
ohpc-address: ଜନପଥ, ଭୁବନେଶ୍ୱର - ୭୫୧୦୨୨ — [1251, 373, 1407, 387]
tender-signatory: ANIMAL HUSBANDRY AND VETERINARY SERVICES, — [51, 2189, 317, 2202]
dash-icon: - — [392, 1761, 397, 1777]
headline: ସ୍ଥାୟୀ କରିବା ପାଇଁ ଦାବି — [1167, 47, 1449, 85]
article-body: ଚୋରିକିହୋଇ ଏହି ବୃତ୍ତିରେ ପ୍ରବେଶ କରିଥିବା ବ୍ୟକ୍ତିମାନଙ୍କୁ ଚିହ୍ନଟ କରାଯାଉଛି। ରାଜ୍ୟରେ ବିହନ ଉତ୍ପାଦନ ପାଇଁ ଚାଷୀମାନଙ୍କୁ ପ୍ରୋତ୍ସାହନ ଦିଆଯିବ। ଆସନ୍ତା ବର୍ଷଠାରୁ ରାଜ୍ୟ ବାହାରୁ ବିହନ କିଣା ହେବନି ବୋଲି କୃଷି ମନ୍ତ୍ରୀ ଘୋଷଣା କରିଛନ୍ତି। ୨୦୧୦-୧୧ ଓ ୨୦୧୧-୧୨ ବର୍ଷରେ ଏହି ପ୍ରକଳ୍ପ ପାଇଁ ଅର୍ଥ ବ୍ୟୟ କରାଯାଇଛି। ଓଡ଼ିଶା ରାଜ୍ୟ ବିହନ ନିଗମ ମାଧ୍ୟମରେ ଚାଷୀଙ୍କୁ ବିହନ ଯୋଗାଇ ଦିଆଯିବ। — [755, 560, 1110, 656]
notice-to: To, — [16, 1035, 32, 1047]
masthead — [0, 0, 1110, 128]
list-item — [392, 1893, 734, 1928]
dash-icon: - — [392, 1800, 397, 1816]
safal-phone: ଦୂରଭାଷ : ୭୨୦୬୫୮୧୬୫, ୮୨୬୦୫୫୯୯୦୨୫୯, — [460, 2045, 666, 2060]
schedule-label: DATE & TIME FOR SALE OF TENDER DOCUMENTS — [15, 2081, 225, 2106]
safal-intro: ରାଜ୍ୟ ସରକାରୀ ଉଦ୍ୟୋଗରୁ ସ୍ୱେଚ୍ଛାକୃତ ଅବସର ବା ଛଟେଇ ଦ୍ୱାରା କାର୍ଯ୍ୟରୁ ଅବସର ହୋଇଥିବା ହେବାକୁ ଥିବା କର୍ମଚାରୀ ଓ ଶ୍ରମିକ (VRS/VSS) ମାନଙ୍କ ପାଇଁ ଓଡ଼ିଶା ସରକାର 'ସଫଳ' ଯୋଜନା କାର୍ଯ୍ୟକାରୀ କରୁଛନ୍ତି। ଏହି କାର୍ଯ୍ୟକ୍ରମରେ ନିମ୍ନଲିଖିତ ସୁବିଧାମାନ ମିଳିପାରିବ : — [392, 1669, 734, 1755]
ohpc-items — [1138, 505, 1482, 686]
qa-body-left — [388, 406, 743, 796]
list-item — [392, 1819, 734, 1872]
market-label: ବିଜ୍ଞାପନ — [522, 1240, 605, 1262]
portrait-photo-left — [826, 1228, 976, 1404]
price-value: ଟ.୧୧୧୦.୦୦ — [633, 1362, 694, 1377]
